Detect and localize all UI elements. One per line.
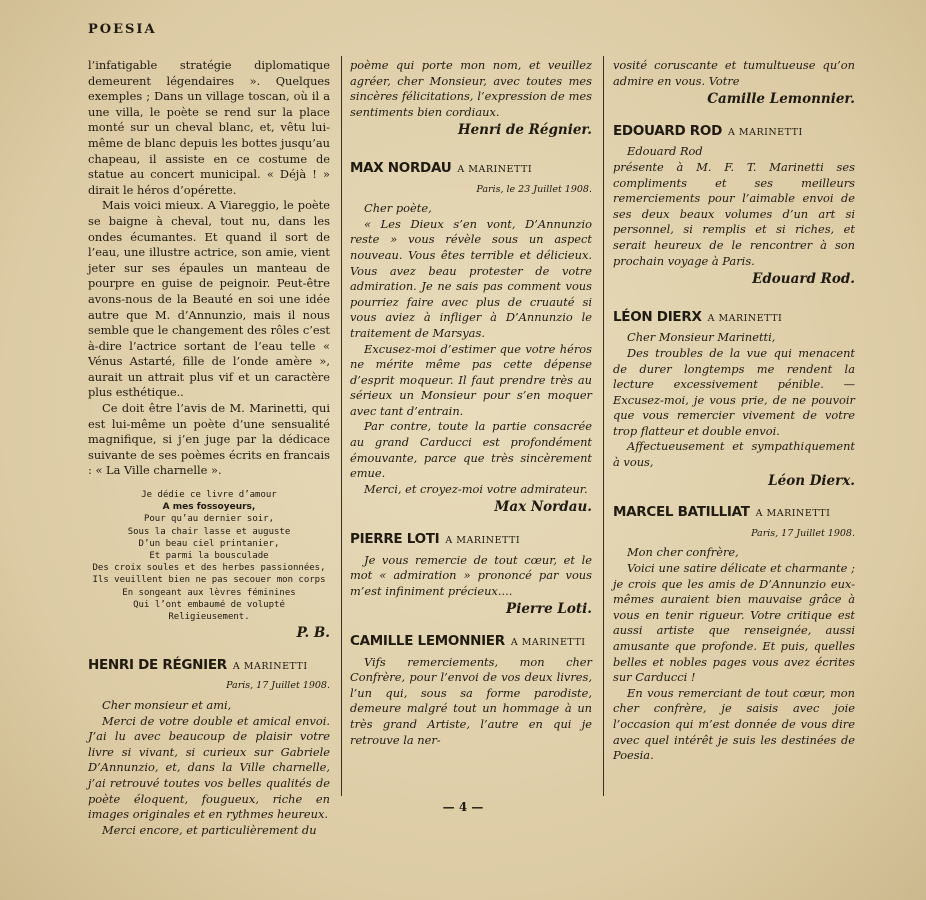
letter-heading xyxy=(613,310,855,327)
signature: Max Nordau. xyxy=(494,499,592,516)
salutation: Cher Monsieur Marinetti, xyxy=(627,330,776,345)
signature: Léon Dierx. xyxy=(768,472,855,489)
poem-line: Et parmi la bousculade xyxy=(149,551,269,562)
addressee: A MARINETTI xyxy=(510,637,586,648)
author-name: CAMILLE LEMONNIER xyxy=(350,633,505,649)
letter-date: Paris, 17 Juillet 1908. xyxy=(751,527,855,539)
poem-line: Ils veuillent bien ne pas secouer mon corps xyxy=(92,575,326,586)
dedication-poem xyxy=(88,489,330,623)
body-paragraph: « Les Dieux s’en vont, D’Annunzio reste » vous révèle sous un aspect nouveau. Vous êtes terrible et délicieux. Vous avez beau protester de votre admiration. Je ne sais pas comment vous pourriez faire avec plus de cruauté si vous aviez à infliger à D’Annunzio le traitement de Marsyas. xyxy=(350,216,592,340)
author-name: LÉON DIERX xyxy=(613,308,702,325)
addressee: A MARINETTI xyxy=(755,508,831,520)
body-paragraph: Merci, et croyez-moi votre admirateur. xyxy=(364,481,588,496)
body-paragraph: Des troubles de la vue qui menacent de durer longtemps me rendent la lecture excessivement pénible. — Excusez-moi, je vous prie, de ne pouvoir que vous remercier vivement de votre trop flatteur et double envoi. xyxy=(613,345,855,438)
signature: Edouard Rod. xyxy=(752,271,855,288)
signature: Camille Lemonnier. xyxy=(707,91,855,108)
addressee: A MARINETTI xyxy=(232,660,308,672)
column-rule xyxy=(603,56,604,796)
poem-line: Sous la chair lasse et auguste xyxy=(127,526,291,537)
body-paragraph: Ce doit être l’avis de M. Marinetti, qui est lui-même un poète d’une sensualité magnifique, si j’en juge par la dédicace suivante de ses poèmes écrits en francais : « La Ville charnelle ». xyxy=(88,401,330,478)
author-name: MARCEL BATILLIAT xyxy=(613,504,750,521)
body-paragraph: Merci de votre double et amical envoi. J’ai lu avec beaucoup de plaisir votre livre si vivant, si curieux sur Gabriele D’Annunzio, et, dans la Ville charnelle, j’ai retrouvé toutes vos belles qualités de poète éloquent, fougueux, riche en images originales et en rythmes heureux. xyxy=(88,713,330,822)
addressee: A MARINETTI xyxy=(445,535,521,547)
body-paragraph: Merci encore, et particulièrement du xyxy=(102,822,317,837)
body-paragraph: Edouard Rod xyxy=(627,144,703,159)
author-name: EDOUARD ROD xyxy=(613,122,722,139)
addressee: A MARINETTI xyxy=(707,312,783,324)
poem-line: Qui l’ont embaumé de volupté xyxy=(133,599,285,610)
salutation: Mon cher confrère, xyxy=(627,545,739,560)
body-paragraph: En vous remerciant de tout cœur, mon cher confrère, je saisis avec joie l’occasion qui m’est donnée de vous dire avec quel intérêt je suis les destinées de Poesia. xyxy=(613,685,855,763)
body-paragraph: Par contre, toute la partie consacrée au grand Carducci est profondément émouvante, parce que très sincèrement emue. xyxy=(350,419,592,481)
poem-line: Je dédie ce livre d’amour xyxy=(141,490,277,501)
letter-date: Paris, le 23 Juillet 1908. xyxy=(476,183,592,195)
poem-line: Des croix soules et des herbes passionnées, xyxy=(92,563,326,574)
letter-heading xyxy=(350,532,592,549)
body-paragraph: Vifs remerciements, mon cher Confrère, pour l’envoi de vos deux livres, l’un qui, sous sa forme parodiste, demeure malgré tout un hommage à un très grand Artiste, l’autre en qui je retrouve la ner- xyxy=(350,654,592,747)
body-paragraph: Excusez-moi d’estimer que votre héros ne mérite même pas cette dépense d’esprit moqueur. Il faut prendre très au sérieux un Monsieur pour s’en moquer avec tant d’entrain. xyxy=(350,341,592,418)
author-name: HENRI DE RÉGNIER xyxy=(88,656,227,673)
poem-line: Religieusement. xyxy=(168,612,250,623)
column-1 xyxy=(88,58,330,838)
body-paragraph: poème qui porte mon nom, et veuillez agréer, cher Monsieur, avec toutes mes sincères félicitations, l’expression de mes sentiments bien cordiaux. xyxy=(350,58,592,119)
letter-heading xyxy=(350,161,592,178)
addressee: A MARINETTI xyxy=(457,163,533,175)
page-number: — 4 — xyxy=(442,800,484,814)
body-paragraph: présente à M. F. T. Marinetti ses compliments et ses meilleurs remerciements pour l’aimable envoi de ses deux beaux volumes d’un art si personnel, si remplis et si riches, et serait heureux de le rencontrer à son prochain voyage à Paris. xyxy=(613,159,855,268)
running-head: POESIA xyxy=(88,22,157,37)
poem-line: D’un beau ciel printanier, xyxy=(138,538,280,549)
body-paragraph: Je vous remercie de tout cœur, et le mot « admiration » prononcé par vous m’est infiniment précieux.... xyxy=(350,552,592,598)
author-name: PIERRE LOTI xyxy=(350,531,440,548)
letter-heading xyxy=(613,124,855,141)
salutation: Cher poète, xyxy=(364,201,432,216)
body-paragraph: Mais voici mieux. A Viareggio, le poète se baigne à cheval, tout nu, dans les ondes écumantes. Et quand il sort de l’eau, une illustre actrice, son amie, vient jeter sur ses épaules un manteau de pourpre en guise de peignoir. Peut-être avons-nous de la Beauté en soi une idée autre que M. d’Annunzio, mais il nous semble que le changement des rôles c’est à-dire l’actrice sortant de l’eau telle « Vénus Astarté, fille de l’onde amère », aurait un attrait plus vif et un caractère plus esthétique.. xyxy=(88,198,330,400)
letter-heading xyxy=(88,658,330,675)
column-2 xyxy=(350,58,592,748)
letter-heading xyxy=(613,505,855,522)
signature: P. B. xyxy=(296,625,330,642)
body-paragraph: Affectueusement et sympathiquement à vous, xyxy=(613,439,855,470)
author-name: MAX NORDAU xyxy=(350,159,452,176)
letter-date: Paris, 17 Juillet 1908. xyxy=(226,680,330,692)
body-paragraph: Voici une satire délicate et charmante ; je crois que les amis de D’Annunzio eux-mêmes auraient bien mauvaise grâce à vous en tenir rigueur. Votre critique est aussi artiste que renseignée, aussi amusante que profonde. Et puis, quelles belles et nobles pages vous avez écrites sur Carducci ! xyxy=(613,561,855,685)
poem-line: Pour qu’au dernier soir, xyxy=(143,514,275,525)
signature: Henri de Régnier. xyxy=(457,122,592,139)
salutation: Cher monsieur et ami, xyxy=(102,698,232,713)
addressee: A MARINETTI xyxy=(727,126,803,138)
body-paragraph: l’infatigable stratégie diplomatique demeurent légendaires ». Quelques exemples ; Dans un village toscan, où il a une villa, le poète se rend sur la place monté sur un cheval blanc, et, vêtu lui-même de blanc depuis les bottes jusqu’au chapeau, il assiste en ce costume de statue au concert municipal. « Déjà ! » dirait le héros d’opérette. xyxy=(88,58,330,197)
body-paragraph: vosité coruscante et tumultueuse qu’on admire en vous. Votre xyxy=(613,58,855,88)
poem-line: En songeant aux lèvres féminines xyxy=(122,587,296,598)
column-3 xyxy=(613,58,855,764)
poem-line: A mes fossoyeurs, xyxy=(162,502,256,513)
letter-heading xyxy=(350,634,592,651)
signature: Pierre Loti. xyxy=(506,601,592,618)
column-rule xyxy=(341,56,342,796)
